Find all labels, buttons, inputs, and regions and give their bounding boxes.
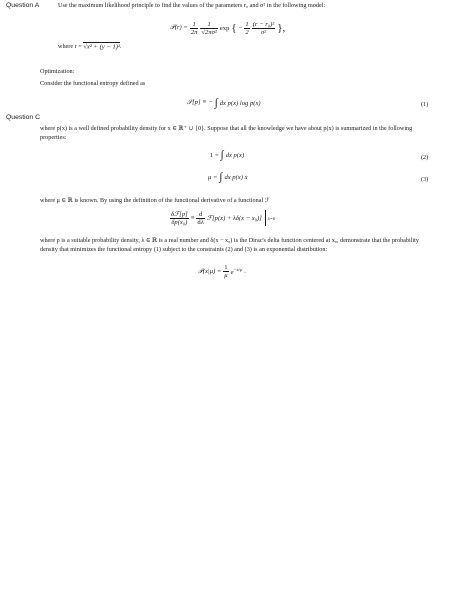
question-c-para2: where μ ∈ ℝ is known. By using the definition of the functional derivative of a functional ℱ — [40, 197, 270, 204]
final-exponential: $e^{-x/\mu}$ — [230, 267, 243, 276]
final-fraction: $\frac{1}{\mu}$ — [224, 264, 228, 279]
eq1-integral: ∫ — [214, 97, 218, 109]
model-inner-fraction: $\frac{\text{(r − r₀)²}}{\text{σ²}}$ — [252, 20, 275, 36]
eq2-rhs: dx p(x) — [225, 151, 245, 159]
equation-1 — [187, 97, 261, 109]
eq3-rhs: dx p(x) x — [224, 173, 248, 181]
model-exp: exp — [219, 24, 230, 32]
optimization-heading: Optimization: — [40, 68, 75, 75]
where-r-line — [58, 43, 121, 51]
eq1-rhs: dx p(x) log p(x) — [219, 99, 261, 107]
model-equation — [170, 16, 285, 40]
fd-eval: λ=0 — [267, 215, 276, 221]
final-distribution — [198, 264, 246, 279]
question-c-para3: where p is a suitable probability density, λ ∈ ℝ is a real number and δ(x − x₀) is the Dirac's delta function centered at x₀, demonstrate that the probability density that minimizes the functional entropy (1) subject to the constraints (2) and (3) is an exponential distribution: — [40, 237, 419, 254]
eq2-number: (2) — [421, 154, 429, 161]
fd-lhs: $\frac{\text{δℱ[p]}}{\text{δp(x₀)}}$ — [171, 211, 188, 226]
question-a-label: Question A — [6, 2, 40, 9]
final-end: . — [244, 268, 246, 275]
where-end: . — [119, 43, 122, 50]
model-lhs: 𝒫(r) = — [170, 24, 188, 31]
model-minus: − — [238, 24, 243, 32]
eq1-lhs: 𝒮[p] ≡ − — [187, 99, 213, 106]
fd-eq: ≡ — [190, 214, 195, 222]
question-c-label: Question C — [6, 114, 41, 121]
fd-eval-bar — [265, 210, 266, 226]
eq2-lhs: 1 = — [210, 151, 219, 159]
model-brace-open: { — [231, 22, 237, 34]
model-inner-factor: $\frac{1}{2}$ — [245, 20, 249, 36]
eq3-integral: ∫ — [219, 171, 223, 183]
optimization-intro: Consider the functional entropy defined as — [40, 80, 146, 87]
final-lhs: 𝒫(x|μ) = — [198, 267, 222, 275]
functional-derivative-definition — [170, 210, 275, 226]
where-text: where r = — [58, 43, 84, 50]
question-c-para1: where p(x) is a well defined probability density for x ∈ ℝ⁺ ∪ {0}. Suppose that all the knowledge we have about p(x) is summarized in the following properties: — [40, 125, 413, 142]
model-factor-1: $\frac{1}{2\pi}$ — [190, 20, 198, 36]
eq1-number: (1) — [421, 101, 429, 108]
equation-3 — [208, 171, 248, 183]
model-brace-close: }, — [277, 22, 286, 34]
fd-rhs: ℱ[p(x) + λδ(x − x₀)] — [206, 215, 262, 222]
eq3-number: (3) — [421, 176, 429, 183]
eq3-lhs: μ = — [208, 173, 218, 181]
eq2-integral: ∫ — [220, 149, 224, 161]
where-expr: √x² + (y − 1)² — [83, 43, 120, 50]
model-factor-2: $\frac{1}{\text{√2πσ²}}$ — [201, 20, 217, 36]
equation-2 — [210, 149, 244, 161]
question-a-intro: Use the maximum likelihood principle to find the values of the parameters r₀ and σ² in the following model: — [58, 2, 326, 9]
fd-d-dlambda: $\frac{d}{d\lambda}$ — [197, 210, 204, 226]
